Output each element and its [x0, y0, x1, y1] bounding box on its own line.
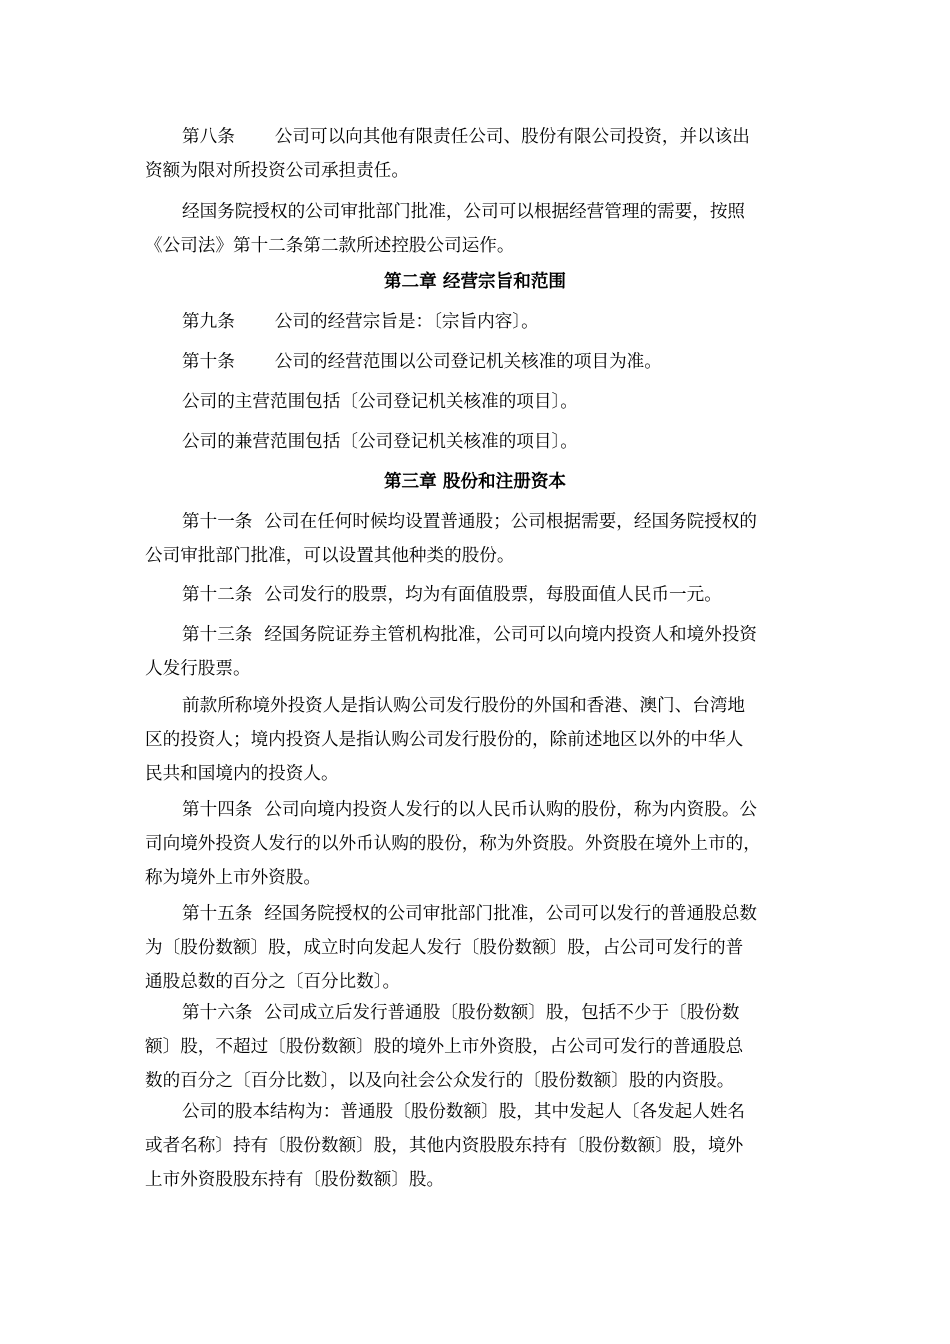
article-13-line-2: 人发行股票。: [145, 659, 251, 679]
article-8: [145, 120, 825, 188]
article-16-label: 第十六条: [182, 1003, 253, 1023]
article-15-label: 第十五条: [182, 904, 253, 924]
article-13-paragraph-2: [145, 689, 825, 791]
article-9-label: 第九条: [182, 312, 235, 332]
article-11-label: 第十一条: [182, 512, 253, 532]
article-10: [145, 345, 825, 379]
chapter-3-heading: 第三章 股份和注册资本: [383, 471, 567, 492]
article-12: [145, 578, 825, 612]
article-15-line-2: 为〔股份数额〕股，成立时向发起人发行〔股份数额〕股，占公司可发行的普: [145, 938, 744, 958]
article-16-p2-line-1: 公司的股本结构为：普通股〔股份数额〕股，其中发起人〔各发起人姓名: [182, 1102, 746, 1122]
article-11-line-2: 公司审批部门批准，可以设置其他种类的股份。: [145, 546, 515, 566]
article-16-p2-line-3: 上市外资股股东持有〔股份数额〕股。: [145, 1170, 445, 1190]
article-15-line-1: 经国务院授权的公司审批部门批准，公司可以发行的普通股总数: [264, 904, 758, 924]
article-8-paragraph-2: [145, 195, 825, 263]
article-8-p2-line-2: 《公司法》第十二条第二款所述控股公司运作。: [145, 236, 515, 256]
article-8-line-2: 资额为限对所投资公司承担责任。: [145, 161, 409, 181]
article-16-paragraph-2: [145, 1095, 825, 1197]
article-14-label: 第十四条: [182, 800, 253, 820]
article-8-p2-line-1: 经国务院授权的公司审批部门批准，公司可以根据经营管理的需要，按照: [182, 202, 746, 222]
article-10-paragraph-3: [145, 425, 825, 459]
article-13-label: 第十三条: [182, 625, 253, 645]
article-9-text: 公司的经营宗旨是：〔宗旨内容〕。: [274, 312, 539, 332]
chapter-2-heading: 第二章 经营宗旨和范围: [383, 271, 567, 292]
article-15: [145, 897, 825, 999]
article-11-line-1: 公司在任何时候均设置普通股；公司根据需要，经国务院授权的: [264, 512, 758, 532]
article-14-line-2: 司向境外投资人发行的以外币认购的股份，称为外资股。外资股在境外上市的，: [145, 834, 761, 854]
article-10-paragraph-2: [145, 385, 825, 419]
article-14: [145, 793, 825, 895]
article-14-line-3: 称为境外上市外资股。: [145, 868, 321, 888]
article-15-line-3: 通股总数的百分之〔百分比数〕。: [145, 972, 401, 992]
article-14-line-1: 公司向境内投资人发行的以人民币认购的股份，称为内资股。公: [264, 800, 758, 820]
article-16-line-2: 额〕股，不超过〔股份数额〕股的境外上市外资股，占公司可发行的普通股总: [145, 1037, 744, 1057]
article-13-p2-line-1: 前款所称境外投资人是指认购公司发行股份的外国和香港、澳门、台湾地: [182, 696, 746, 716]
article-16: [145, 996, 825, 1098]
article-12-label: 第十二条: [182, 585, 253, 605]
article-11: [145, 505, 825, 573]
article-10-p3: 公司的兼营范围包括〔公司登记机关核准的项目〕。: [182, 432, 578, 452]
article-16-p2-line-2: 或者名称〕持有〔股份数额〕股，其他内资股股东持有〔股份数额〕股，境外: [145, 1136, 744, 1156]
article-13-p2-line-2: 区的投资人；境内投资人是指认购公司发行股份的，除前述地区以外的中华人: [145, 730, 744, 750]
article-16-line-1: 公司成立后发行普通股〔股份数额〕股，包括不少于〔股份数: [264, 1003, 740, 1023]
article-10-p2: 公司的主营范围包括〔公司登记机关核准的项目〕。: [182, 392, 578, 412]
article-8-label: 第八条: [182, 127, 235, 147]
article-16-line-3: 数的百分之〔百分比数〕，以及向社会公众发行的〔股份数额〕股的内资股。: [145, 1071, 735, 1091]
article-12-line-1: 公司发行的股票，均为有面值股票，每股面值人民币一元。: [264, 585, 722, 605]
article-13-p2-line-3: 民共和国境内的投资人。: [145, 764, 339, 784]
article-13-line-1: 经国务院证券主管机构批准，公司可以向境内投资人和境外投资: [264, 625, 758, 645]
article-13: [145, 618, 825, 686]
article-10-label: 第十条: [182, 352, 235, 372]
article-8-line-1: 公司可以向其他有限责任公司、股份有限公司投资，并以该出: [274, 127, 750, 147]
article-10-text: 公司的经营范围以公司登记机关核准的项目为准。: [274, 352, 662, 372]
article-9: [145, 305, 825, 339]
